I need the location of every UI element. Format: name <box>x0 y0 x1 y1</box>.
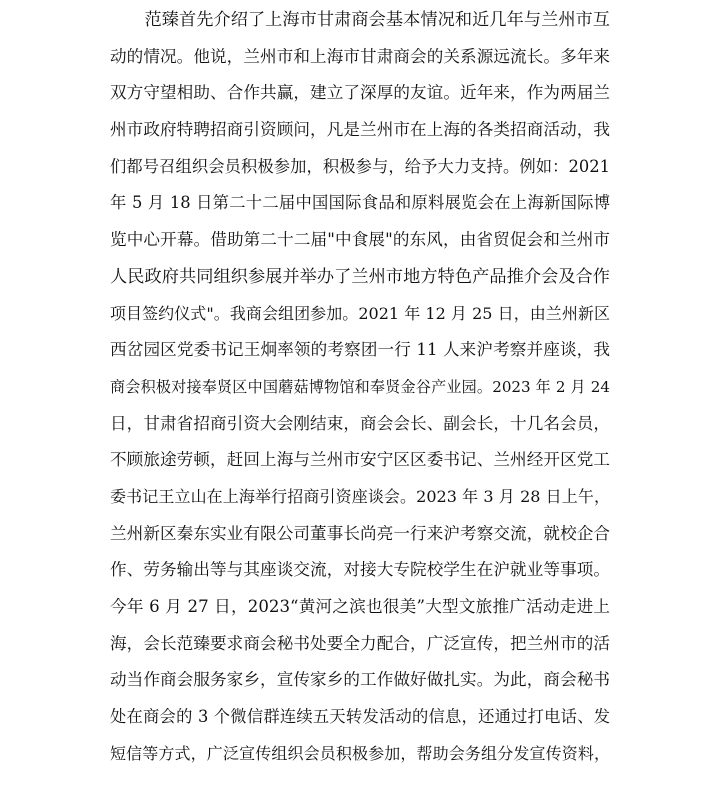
text-line: 处在商会的 3 个微信群连续五天转发活动的信息，还通过打电话、发 <box>110 707 610 727</box>
text-line: 动的情况。他说，兰州市和上海市甘肃商会的关系源远流长。多年来 <box>110 46 610 66</box>
text-line: 西岔园区党委书记王炯率领的考察团一行 11 人来沪考察并座谈，我 <box>110 340 610 360</box>
text-line: 兰州新区秦东实业有限公司董事长尚亮一行来沪考察交流，就校企合 <box>110 523 610 543</box>
text-line: 商会积极对接奉贤区中国蘑菇博物馆和奉贤金谷产业园。2023 年 2 月 24 <box>110 377 610 396</box>
text-line: 们都号召组织会员积极参加，积极参与，给予大力支持。例如：2021 <box>110 156 610 176</box>
text-line: 不顾旅途劳顿，赶回上海与兰州市安宁区区委书记、兰州经开区党工 <box>110 450 610 470</box>
text-line: 人民政府共同组织参展并举办了兰州市地方特色产品推介会及合作 <box>110 266 610 287</box>
text-line: 委书记王立山在上海举行招商引资座谈会。2023 年 3 月 28 日上午， <box>110 486 610 506</box>
text-line: 作、劳务输出等与其座谈交流，对接大专院校学生在沪就业等事项。 <box>110 560 610 580</box>
text-line: 范臻首先介绍了上海市甘肃商会基本情况和近几年与兰州市互 <box>110 10 610 30</box>
text-line: 日，甘肃省招商引资大会刚结束，商会会长、副会长，十几名会员， <box>110 413 610 433</box>
text-line: 动当作商会服务家乡，宣传家乡的工作做好做扎实。为此，商会秘书 <box>110 670 610 690</box>
text-line: 览中心开幕。借助第二十二届"中食展"的东风，由省贸促会和兰州市 <box>110 230 610 250</box>
text-line: 州市政府特聘招商引资顾问，凡是兰州市在上海的各类招商活动，我 <box>110 120 610 140</box>
article-paragraph <box>110 2 610 772</box>
text-line: 项目签约仪式"。我商会组团参加。2021 年 12 月 25 日，由兰州新区 <box>110 303 610 323</box>
text-line: 短信等方式，广泛宣传组织会员积极参加，帮助会务组分发宣传资料， <box>110 743 610 763</box>
text-line: 年 5 月 18 日第二十二届中国国际食品和原料展览会在上海新国际博 <box>110 193 610 213</box>
text-line: 双方守望相助、合作共赢，建立了深厚的友谊。近年来，作为两届兰 <box>110 83 610 103</box>
text-line: 今年 6 月 27 日，2023“黄河之滨也很美”大型文旅推广活动走进上 <box>110 597 610 616</box>
text-line: 海，会长范臻要求商会秘书处要全力配合，广泛宣传，把兰州市的活 <box>110 633 610 653</box>
